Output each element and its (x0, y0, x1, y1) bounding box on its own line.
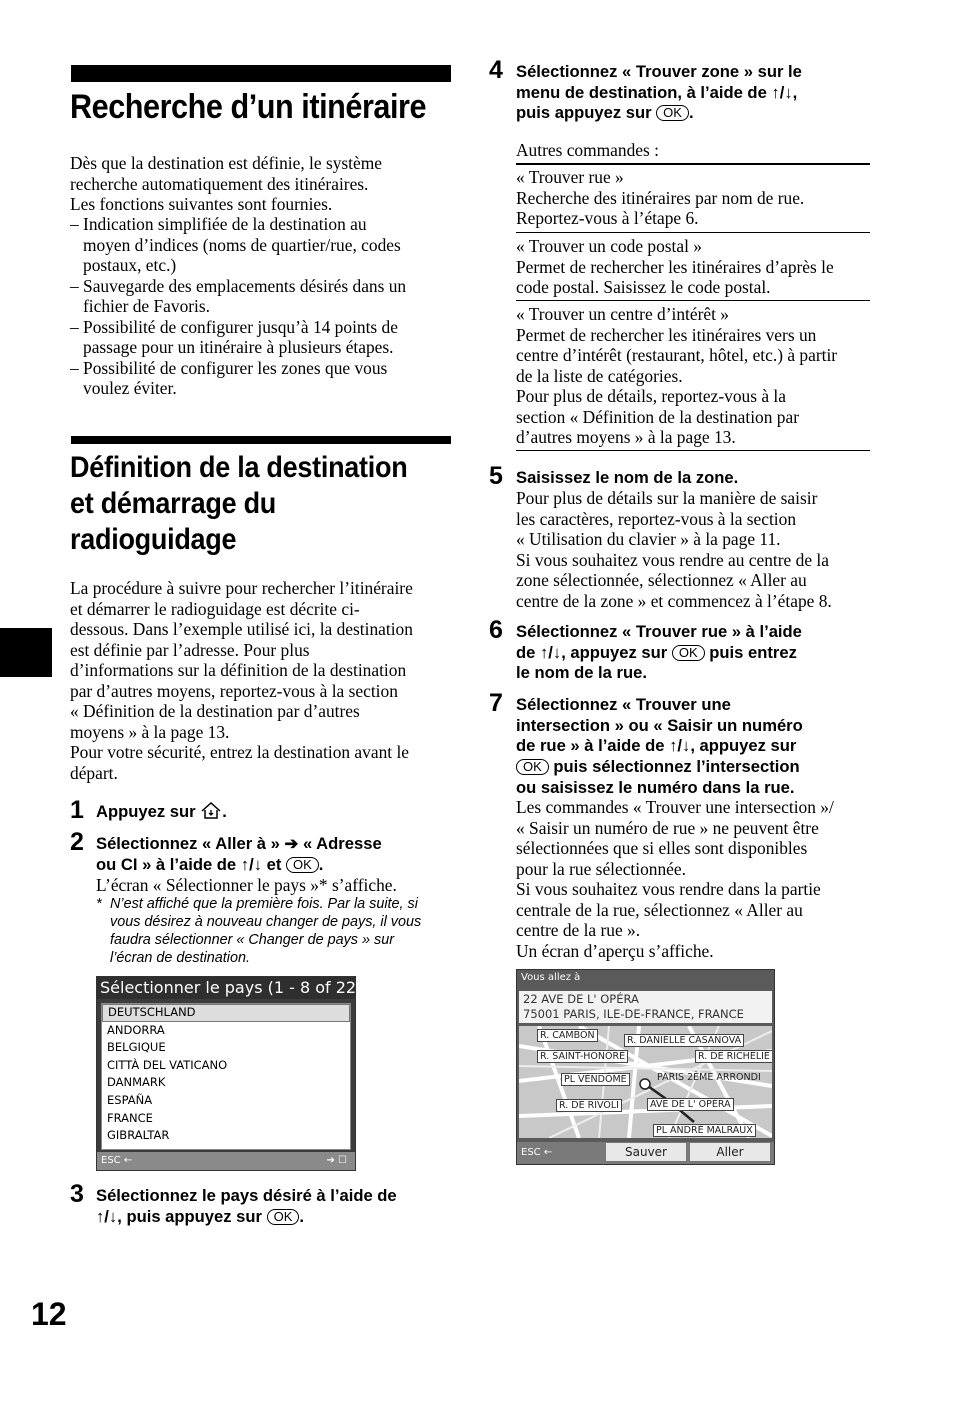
screen-footer (97, 1152, 355, 1170)
ok-button-icon: OK (267, 1209, 300, 1225)
ok-button-icon: OK (516, 759, 549, 775)
back-arrow-icon: ← (123, 1155, 133, 1166)
list-item: – Possibilité de configurer les zones que vous voulez éviter. (70, 357, 388, 398)
step-number: 3 (70, 1180, 84, 1208)
go-button: Aller (689, 1142, 771, 1162)
table-rule (516, 300, 870, 301)
step-3-text: Sélectionnez le pays désiré à l’aide de ↑/↓, puis appuyez sur OK . (96, 1186, 397, 1226)
list-item: – Indication simplifiée de la destination au moyen d’indices (noms de quartier/rue, codes postaux, etc.) (70, 214, 401, 275)
up-down-arrows-icon: ↑/↓ (539, 642, 562, 662)
save-button: Sauver (605, 1142, 687, 1162)
map-label: R. DE RICHELIE (695, 1050, 772, 1063)
footnote: N’est affiché que la première fois. Par la suite, si vous désirez à nouveau changer de pays, il vous faudra sélectionner « Changer de pays » sur l’écran de destination. (110, 896, 422, 966)
screen-title: Sélectionner le pays (1 - 8 of 22) (97, 977, 355, 999)
step-7-body: Les commandes « Trouver une intersection »/ « Saisir un numéro de rue » ne peuvent être sélectionnées que si elles sont disponibles pour la rue sélectionnée. Si vous souhaitez vous rendre dans la partie centrale de la rue, sélectionnez « Aller au centre de la rue ». Un écran d’aperçu s’affiche. (516, 797, 834, 961)
chapter-tab (0, 628, 52, 677)
list-item: GIBRALTAR (107, 1128, 170, 1143)
step-2-text: Sélectionnez « Aller à » ➔ « Adresse ou CI » à l’aide de ↑/↓ et OK . (96, 834, 382, 874)
ok-button-icon: OK (672, 645, 705, 661)
table-rule (516, 163, 870, 165)
up-down-arrows-icon: ↑/↓ (240, 854, 262, 874)
command-row: « Trouver rue » Recherche des itinéraires par nom de rue. Reportez-vous à l’étape 6. (516, 167, 805, 228)
commands-header: Autres commandes : (516, 140, 659, 160)
esc-label: ESC ← (521, 1147, 553, 1158)
map-label: PARIS 2ÈME ARRONDI (657, 1072, 761, 1083)
list-item: FRANCE (107, 1110, 153, 1125)
intro-paragraph (70, 153, 382, 215)
step-2-result: L’écran « Sélectionner le pays »* s’affiche. (96, 875, 397, 895)
country-list (101, 1003, 351, 1150)
up-down-arrows-icon: ↑/↓ (771, 82, 793, 102)
route-preview-screenshot (516, 969, 775, 1165)
intro-line: Les fonctions suivantes sont fournies. (70, 194, 333, 214)
intro-line: Dès que la destination est définie, le système (70, 153, 382, 173)
command-row: « Trouver un code postal » Permet de rechercher les itinéraires d’après le code postal. Saisissez le code postal. (516, 236, 834, 297)
map-label: R. SAINT-HONORÉ (537, 1050, 628, 1063)
step-number: 5 (489, 462, 503, 490)
step-number: 7 (489, 689, 503, 717)
list-item: BELGIQUE (107, 1040, 166, 1055)
list-item: – Sauvegarde des emplacements désirés dans un fichier de Favoris. (70, 275, 407, 316)
map-label: R. DE RIVOLI (556, 1099, 622, 1112)
ok-button-icon: OK (656, 105, 689, 121)
list-item: DEUTSCHLAND (102, 1004, 350, 1022)
step-4-text: Sélectionnez « Trouver zone » sur le menu de destination, à l’aide de ↑/↓, puis appuyez sur OK . (516, 62, 802, 123)
map-label: R. DANIELLE CASANOVA (624, 1034, 744, 1047)
step-6-text: Sélectionnez « Trouver rue » à l’aide de ↑/↓, appuyez sur OK puis entrez le nom de la rue. (516, 622, 802, 683)
step-number: 1 (70, 796, 84, 824)
step-number: 2 (70, 828, 84, 856)
feature-list (70, 214, 406, 399)
page-title: Recherche d’un itinéraire (70, 88, 427, 126)
ok-button-icon: OK (286, 857, 319, 873)
map-label: PL VENDÔME (561, 1073, 630, 1086)
list-item: DANMARK (107, 1075, 166, 1090)
next-arrow-icon: ➔ ☐ (326, 1155, 347, 1166)
screen-header: Vous allez à (521, 972, 581, 983)
footnote-marker: * (96, 896, 102, 912)
list-item: ESPAÑA (107, 1092, 153, 1107)
esc-label: ESC ← (101, 1155, 133, 1166)
map-label: PL ANDRÉ MALRAUX (653, 1124, 756, 1137)
map-label: AVE DE L' OPÉRA (647, 1098, 734, 1111)
destination-address: 22 AVE DE L' OPÉRA 75001 PARIS, ILE-DE-FRANCE, FRANCE (519, 991, 772, 1023)
procedure-paragraph: La procédure à suivre pour rechercher l’itinéraire et démarrer le radioguidage est décrite ci- dessous. Dans l’exemple utilisé ici, la destination est définie par l’adresse. Pour plus d’informations sur la définition de la destination par d’autres moyens, reportez-vous à la section « Définition de la destination par d’autres moyens » à la page 13. Pour votre sécurité, entrez la destination avant le départ. (70, 578, 413, 783)
table-rule (516, 232, 870, 233)
page-number: 12 (31, 1296, 67, 1332)
section-rule (71, 65, 451, 82)
section-rule (71, 436, 451, 444)
intro-line: recherche automatiquement des itinéraires. (70, 173, 369, 194)
step-5-title: Saisissez le nom de la zone. (516, 468, 739, 487)
step-5-body: Pour plus de détails sur la manière de saisir les caractères, reportez-vous à la section « Utilisation du clavier » à la page 11. Si vous souhaitez vous rendre au centre de la zone sélectionnée, sélectionnez « Aller au centre de la zone » et commencez à l’étape 8. (516, 488, 832, 611)
country-select-screenshot (96, 976, 363, 1171)
step-7-text: Sélectionnez « Trouver une intersection » ou « Saisir un numéro de rue » à l’aide de ↑/↓, appuyez sur OK puis sélectionnez l’intersection ou saisissez le numéro dans la rue. (516, 695, 803, 797)
list-item: CITTÀ DEL VATICANO (107, 1057, 228, 1072)
list-item: – Possibilité de configurer jusqu’à 14 points de passage pour un itinéraire à plusieurs étapes. (70, 316, 398, 357)
up-down-arrows-icon: ↑/↓ (669, 736, 691, 756)
map-label: R. CAMBON (537, 1029, 598, 1042)
home-icon (200, 802, 222, 826)
list-item: ANDORRA (107, 1022, 165, 1037)
command-row: « Trouver un centre d’intérêt » Permet de rechercher les itinéraires vers un centre d’intérêt (restaurant, hôtel, etc.) à partir de la liste de catégories. Pour plus de détails, reportez-vous à la section « Définition de la destination par d’autres moyens » à la page 13. (516, 304, 838, 447)
up-down-arrows-icon: ↑/↓ (96, 1206, 118, 1226)
step-number: 4 (489, 56, 503, 84)
map-view (519, 1026, 772, 1138)
step-1-text: Appuyez sur . (96, 802, 227, 826)
section-title: Définition de la destination et démarrage du radioguidage (70, 451, 408, 556)
back-arrow-icon: ← (543, 1147, 553, 1158)
step-number: 6 (489, 616, 503, 644)
table-rule (516, 450, 870, 451)
